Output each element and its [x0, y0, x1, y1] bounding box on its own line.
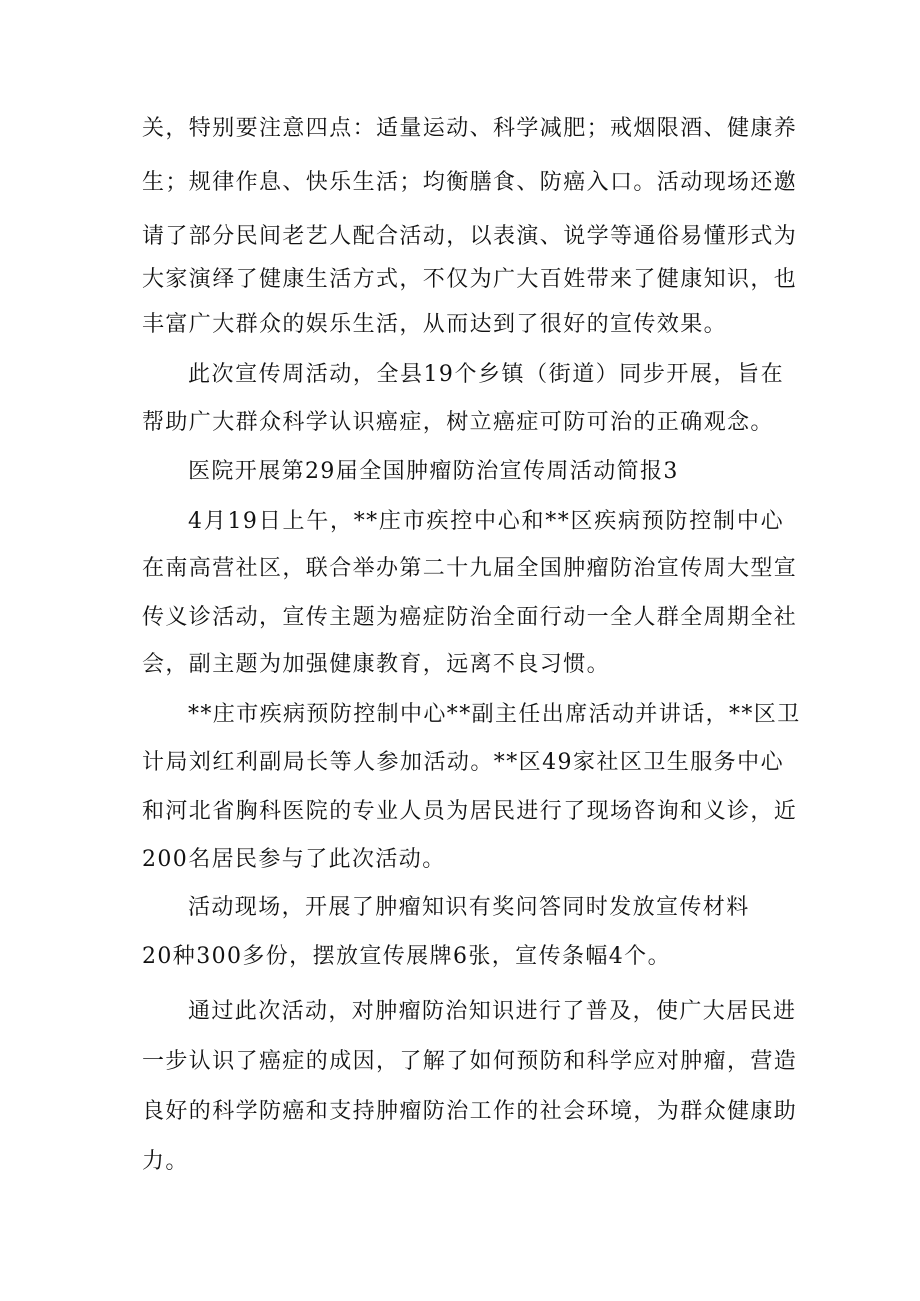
paragraph-line: 一步认识了癌症的成因，了解了如何预防和科学应对肿瘤，营造 [142, 1049, 798, 1074]
section-title: 医院开展第29届全国肿瘤防治宣传周活动简报3 [188, 459, 679, 484]
paragraph-line: 会，副主题为加强健康教育，远离不良习惯。 [142, 652, 611, 677]
paragraph-line: 力。 [142, 1149, 189, 1174]
paragraph-line: 关，特别要注意四点：适量运动、科学减肥；戒烟限酒、健康养 [142, 116, 798, 141]
paragraph-line: 请了部分民间老艺人配合活动，以表演、说学等通俗易懂形式为 [142, 224, 798, 249]
paragraph-line: 在南高营社区，联合举办第二十九届全国肿瘤防治宣传周大型宣 [142, 556, 798, 581]
paragraph-line: 传义诊活动，宣传主题为癌症防治全面行动一全人群全周期全社 [142, 605, 798, 630]
paragraph-line: 计局刘红利副局长等人参加活动。**区49家社区卫生服务中心 [142, 750, 784, 775]
paragraph-line: 帮助广大群众科学认识癌症，树立癌症可防可治的正确观念。 [142, 410, 774, 435]
paragraph-line: 4月19日上午，**庄市疾控中心和**区疾病预防控制中心 [188, 509, 784, 534]
paragraph-line: 200名居民参与了此次活动。 [142, 847, 446, 872]
paragraph-line: 此次宣传周活动，全县19个乡镇（街道）同步开展，旨在 [188, 362, 784, 387]
paragraph-line: 通过此次活动，对肿瘤防治知识进行了普及，使广大居民进 [188, 999, 797, 1024]
paragraph-line: **庄市疾病预防控制中心**副主任出席活动并讲话，**区卫 [188, 702, 801, 727]
paragraph-line: 活动现场，开展了肿瘤知识有奖问答同时发放宣传材料 [188, 895, 750, 920]
paragraph-line: 生；规律作息、快乐生活；均衡膳食、防癌入口。活动现场还邀 [142, 170, 798, 195]
paragraph-line: 和河北省胸科医院的专业人员为居民进行了现场咨询和义诊，近 [142, 799, 798, 824]
paragraph-line: 丰富广大群众的娱乐生活，从而达到了很好的宣传效果。 [142, 312, 728, 337]
paragraph-line: 20种300多份，摆放宣传展牌6张，宣传条幅4个。 [142, 944, 671, 969]
paragraph-line: 大家演绎了健康生活方式，不仅为广大百姓带来了健康知识，也 [142, 267, 798, 292]
paragraph-line: 良好的科学防癌和支持肿瘤防治工作的社会环境，为群众健康助 [142, 1099, 798, 1124]
